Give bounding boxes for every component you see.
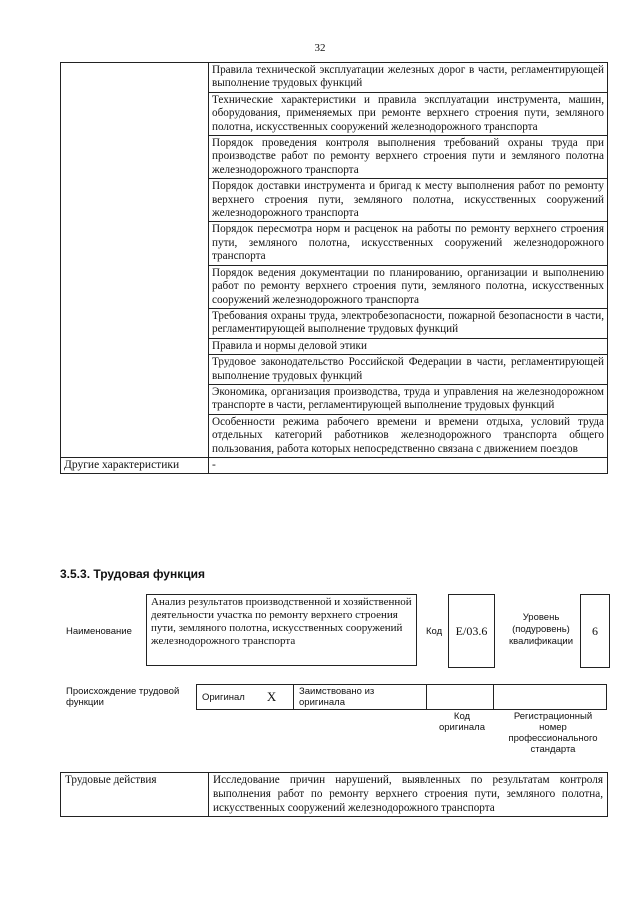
original-cell <box>197 685 294 709</box>
knowledge-item: Правила технической эксплуатации железных дорог в части, регламентирующей выполнение трудовых функций <box>209 63 608 93</box>
origin-label: Происхождение трудовой функции <box>66 686 180 708</box>
name-label: Наименование <box>66 626 132 637</box>
table-row <box>61 773 608 817</box>
function-code: E/03.6 <box>448 594 495 668</box>
knowledge-label-cell <box>61 63 209 458</box>
other-characteristics-value: - <box>209 457 608 473</box>
table-row-other <box>61 457 608 473</box>
borrowed-label: Заимствовано из оригинала <box>294 685 427 709</box>
action-item: Исследование причин нарушений, выявленных по результатам контроля выполнения работ по ремонту верхнего строения пути, земляного полотна, искусственных сооружений железнодорожного транспорта <box>209 773 608 817</box>
origin-row <box>196 684 607 710</box>
knowledge-item: Трудовое законодательство Российской Федерации в части, регламентирующей выполнение трудовых функций <box>209 355 608 385</box>
actions-label: Трудовые действия <box>61 773 209 817</box>
knowledge-item: Порядок ведения документации по планированию, организации и выполнению работ по ремонту верхнего строения пути, земляного полотна, искусственных сооружений железнодорожного транспорта <box>209 265 608 308</box>
actions-table <box>60 772 608 817</box>
knowledge-item: Правила и нормы деловой этики <box>209 338 608 354</box>
qualification-level: 6 <box>580 594 610 668</box>
other-characteristics-label: Другие характеристики <box>61 457 209 473</box>
page-number: 32 <box>314 42 326 54</box>
registration-number-caption: Регистрационный номер профессионального стандарта <box>508 711 598 755</box>
original-code-caption: Код оригинала <box>438 711 485 733</box>
function-name: Анализ результатов производственной и хозяйственной деятельности участка по ремонту верхнего строения пути, земляного полотна, искусственных сооружений железнодорожного транспорта <box>146 594 417 666</box>
knowledge-item: Порядок доставки инструмента и бригад к месту выполнения работ по ремонту верхнего строения пути, земляного полотна, искусственных сооружений железнодорожного транспорта <box>209 179 608 222</box>
knowledge-item: Порядок проведения контроля выполнения требований охраны труда при производстве работ по ремонту верхнего строения пути и земляного полотна железнодорожного транспорта <box>209 136 608 179</box>
knowledge-item: Требования охраны труда, электробезопасности, пожарной безопасности в части, регламентирующей выполнение трудовых функций <box>209 308 608 338</box>
original-code-cell <box>427 685 494 709</box>
original-label: Оригинал <box>202 691 245 703</box>
knowledge-item: Технические характеристики и правила эксплуатации инструмента, машин, оборудования, применяемых при ремонте верхнего строения пути, земляного полотна, искусственных сооружений железнодорожного транспорта <box>209 92 608 135</box>
knowledge-item: Особенности режима рабочего времени и времени отдыха, условий труда отдельных категорий работников железнодорожного транспорта общего пользования, работа которых непосредственно связана с движением поездов <box>209 414 608 457</box>
code-label: Код <box>426 626 443 637</box>
table-row <box>61 63 608 93</box>
level-label: Уровень (подуровень) квалификации <box>508 612 574 647</box>
knowledge-table <box>60 62 608 474</box>
section-title: 3.5.3. Трудовая функция <box>60 567 205 581</box>
knowledge-item: Порядок пересмотра норм и расценок на работы по ремонту верхнего строения пути, земляного полотна, искусственных сооружений железнодорожного транспорта <box>209 222 608 265</box>
knowledge-item: Экономика, организация производства, труда и управления на железнодорожном транспорте в части, регламентирующей выполнение трудовых функций <box>209 384 608 414</box>
registration-number-cell <box>494 685 606 709</box>
original-mark: X <box>266 689 277 704</box>
